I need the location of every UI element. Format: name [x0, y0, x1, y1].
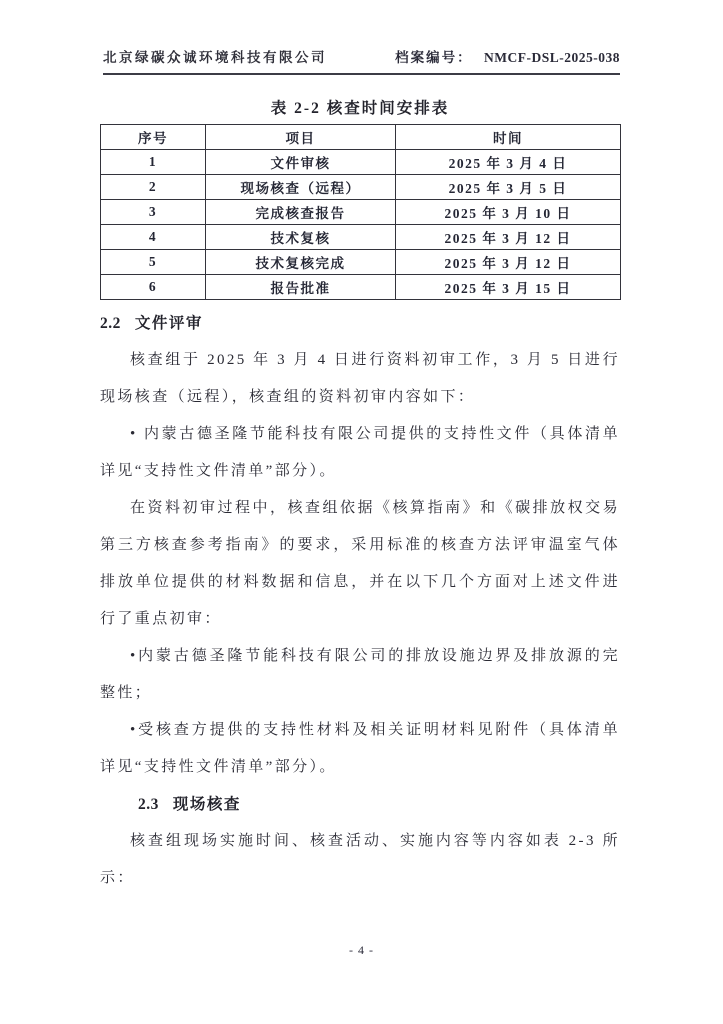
table-row — [101, 175, 621, 200]
schedule-table-body — [101, 150, 621, 300]
table-cell: 2 — [101, 175, 206, 200]
table-cell: 2025 年 3 月 5 日 — [396, 175, 621, 200]
bullet-item: • 内蒙古德圣隆节能科技有限公司提供的支持性文件（具体清单详见“支持性文件清单”部分）。 — [100, 426, 620, 479]
table-cell: 6 — [101, 275, 206, 300]
table-cell: 技术复核 — [206, 225, 396, 250]
section-title: 现场核查 — [172, 796, 241, 813]
table-cell: 完成核查报告 — [206, 200, 396, 225]
archive-id — [395, 46, 620, 66]
section-number: 2.3 — [138, 796, 159, 813]
table-cell: 1 — [101, 150, 206, 175]
table-row — [101, 250, 621, 275]
schedule-table — [100, 124, 621, 300]
table-cell: 2025 年 3 月 15 日 — [396, 275, 621, 300]
document-body — [100, 96, 620, 897]
table-cell: 5 — [101, 250, 206, 275]
bullet-item: •受核查方提供的支持性材料及相关证明材料见附件（具体清单详见“支持性文件清单”部分）。 — [100, 722, 620, 775]
table-caption: 表 2-2 核查时间安排表 — [270, 100, 450, 117]
table-cell: 2025 年 3 月 10 日 — [396, 200, 621, 225]
section-title: 文件评审 — [134, 315, 203, 332]
bullet-item: •内蒙古德圣隆节能科技有限公司的排放设施边界及排放源的完整性； — [100, 648, 620, 701]
paragraph: 核查组现场实施时间、核查活动、实施内容等内容如表 2-3 所示： — [100, 833, 620, 886]
archive-label: 档案编号： — [395, 50, 473, 65]
table-row — [101, 200, 621, 225]
table-column-header: 时间 — [396, 125, 621, 150]
table-row — [101, 225, 621, 250]
paragraph: 核查组于 2025 年 3 月 4 日进行资料初审工作，3 月 5 日进行现场核查（远程），核查组的资料初审内容如下： — [100, 352, 620, 405]
table-cell: 2025 年 3 月 4 日 — [396, 150, 621, 175]
table-row — [101, 150, 621, 175]
table-cell: 2025 年 3 月 12 日 — [396, 225, 621, 250]
table-cell: 报告批准 — [206, 275, 396, 300]
section-number: 2.2 — [100, 315, 121, 332]
table-cell: 技术复核完成 — [206, 250, 396, 275]
archive-number: NMCF-DSL-2025-038 — [484, 50, 620, 65]
table-column-header: 项目 — [206, 125, 396, 150]
table-cell: 3 — [101, 200, 206, 225]
table-cell: 现场核查（远程） — [206, 175, 396, 200]
company-name: 北京绿碳众诚环境科技有限公司 — [103, 50, 327, 65]
page-number: - 4 - — [349, 943, 374, 957]
table-column-header: 序号 — [101, 125, 206, 150]
paragraph: 在资料初审过程中，核查组依据《核算指南》和《碳排放权交易第三方核查参考指南》的要求，采用标准的核查方法评审温室气体排放单位提供的材料数据和信息，并在以下几个方面对上述文件进行了重点初审： — [100, 500, 620, 627]
section-heading-2-3 — [100, 786, 620, 823]
table-cell: 2025 年 3 月 12 日 — [396, 250, 621, 275]
page-header — [103, 46, 620, 75]
table-cell: 文件审核 — [206, 150, 396, 175]
table-cell: 4 — [101, 225, 206, 250]
table-header-row — [101, 125, 621, 150]
section-heading-2-2 — [100, 305, 620, 342]
table-row — [101, 275, 621, 300]
